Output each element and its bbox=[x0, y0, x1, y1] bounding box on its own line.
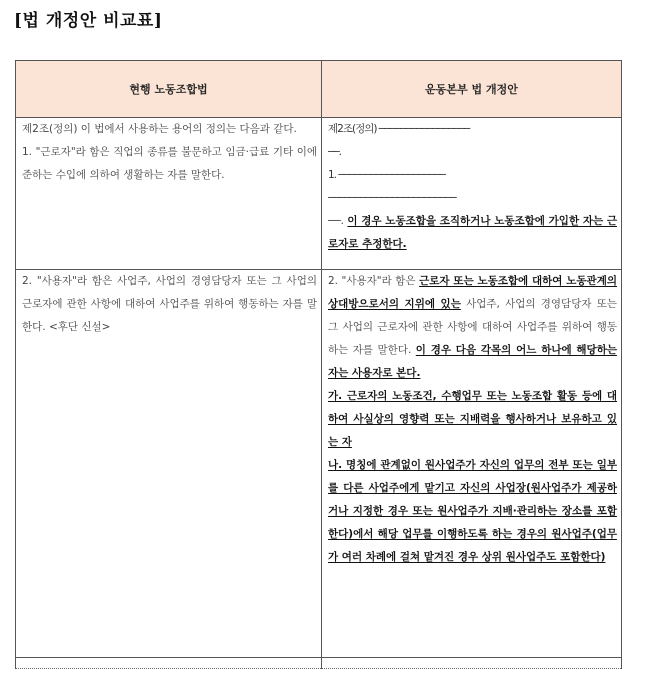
table-row bbox=[16, 658, 622, 669]
proposal-item-1-line: 1. ──────────────────── bbox=[328, 169, 445, 181]
proposal-dash-line: ──────────────────────── bbox=[328, 192, 456, 204]
column-header-current-law: 현행 노동조합법 bbox=[16, 61, 322, 118]
current-law-employer-cell bbox=[16, 270, 322, 658]
proposal-employer-cell bbox=[322, 270, 622, 658]
document-title: [법 개정안 비교표] bbox=[14, 11, 163, 31]
proposal-text: 사업주, 사업의 경영담당자 또는 그 사업의 근로자에 관한 사항에 대하여 사업주를 위하여 행동하는 자를 말한다. bbox=[328, 298, 618, 356]
table-header-row bbox=[16, 61, 622, 118]
empty-cell bbox=[16, 658, 322, 669]
table-row bbox=[16, 118, 622, 270]
empty-cell bbox=[322, 658, 622, 669]
table-row bbox=[16, 270, 622, 658]
proposal-amendment-text: 이 경우 다음 각목의 어느 하나에 해당하는 자는 사용자로 본다. bbox=[328, 344, 617, 379]
column-header-proposal: 운동본부 법 개정안 bbox=[322, 61, 622, 118]
proposal-amendment-text: 근로자 또는 노동조합에 대하여 노동관계의 상대방으로서의 지위에 있는 bbox=[328, 275, 617, 310]
proposal-definitions-cell bbox=[322, 118, 622, 270]
proposal-article-heading: 제2조(정의) ───────────────── bbox=[328, 123, 470, 135]
proposal-item-na: 나. 명칭에 관계없이 원사업주가 자신의 업무의 전부 또는 일부를 다른 사업주에게 맡기고 자신의 사업장(원사업주가 제공하거나 지정한 경우 또는 원사업주가 지배·관리하는 장소를 포함한다)에서 해당 업무를 이행하도록 하는 경우의 원사업주(업무가 여러 차례에 걸쳐 맡겨진 경우 상위 원사업주도 포함한다) bbox=[328, 459, 617, 563]
proposal-dash-prefix: ──. bbox=[328, 215, 348, 227]
comparison-table bbox=[15, 60, 622, 669]
current-law-definitions-cell bbox=[16, 118, 322, 270]
proposal-dash-line: ──. bbox=[328, 146, 341, 158]
current-law-text: 제2조(정의) 이 법에서 사용하는 용어의 정의는 다음과 같다. 1. "근로자"라 함은 직업의 종류를 불문하고 임금·급료 기타 이에 준하는 수입에 의하여 생활하는 자를 말한다. bbox=[22, 123, 317, 181]
proposal-item-ga: 가. 근로자의 노동조건, 수행업무 또는 노동조합 활동 등에 대하여 사실상의 영향력 또는 지배력을 행사하거나 보유하고 있는 자 bbox=[328, 390, 617, 448]
proposal-text: 2. "사용자"라 함은 bbox=[328, 275, 420, 287]
current-law-text: 2. "사용자"라 함은 사업주, 사업의 경영담당자 또는 그 사업의 근로자에 관한 사항에 대하여 사업주를 위하여 행동하는 자를 말한다. <후단 신설> bbox=[22, 275, 317, 333]
proposal-amendment-text: 이 경우 노동조합을 조직하거나 노동조합에 가입한 자는 근로자로 추정한다. bbox=[328, 215, 617, 250]
